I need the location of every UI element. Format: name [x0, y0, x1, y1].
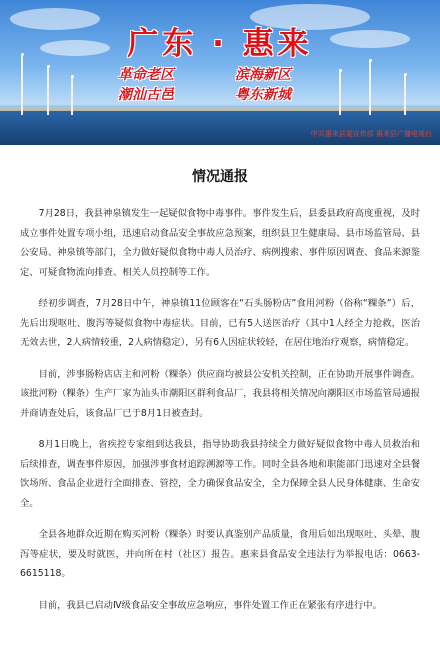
page-title: 情况通报: [192, 169, 248, 185]
banner-slogan: 滨海新区: [235, 67, 291, 83]
wind-turbine-icon: [62, 75, 82, 115]
wind-turbine-icon: [330, 69, 350, 115]
sea-background: [0, 111, 440, 145]
paragraph: 目前，涉事肠粉店店主和河粉（粿条）供应商均被县公安机关控制，正在协助开展事件调查。该批河粉（粿条）生产厂家为汕头市潮阳区群利食品厂，我县将相关情况向潮阳区市场监管局通报并商请查处后，该食品厂已于8月1日被查封。: [20, 368, 420, 419]
banner-title: 广东 · 惠来: [127, 26, 313, 62]
banner-slogan: 潮汕古邑: [118, 87, 174, 103]
paragraph: 经初步调查，7月28日中午，神泉镇11位顾客在“石头肠粉店”食用河粉（俗称“粿条”）后，先后出现呕吐、腹泻等疑似食物中毒症状。目前，已有5人送医治疗（其中1人经全力抢救，医治无效去世，2人病情较重，2人病情稳定），另有6人因症状较轻，在居住地治疗观察，病情稳定。: [20, 298, 420, 348]
banner-credit: 中共惠来县委宣传部 惠来县广播电视台: [310, 130, 432, 138]
notice-content: [0, 166, 440, 615]
banner-slogan: 粤东新城: [235, 87, 291, 103]
paragraph: 7月28日，我县神泉镇发生一起疑似食物中毒事件。事件发生后，县委县政府高度重视，及时成立事件处置专项小组，迅速启动食品安全事故应急预案，组织县卫生健康局、县市场监管局、县公安局、神泉镇等部门，全力做好疑似食物中毒人员治疗、病例搜索、事件原因调查、食品来源鉴定、可疑食物流向排查、相关人员控制等工作。: [20, 208, 420, 278]
wind-turbine-icon: [38, 65, 58, 115]
header-banner: [0, 0, 440, 145]
banner-slogan: 革命老区: [118, 67, 174, 83]
paragraph: 全县各地群众近期在购买河粉（粿条）时要认真鉴别产品质量，食用后如出现呕吐、头晕、腹泻等症状，要及时就医，并向所在村（社区）报告。惠来县食品安全违法行为举报电话：0663-6615118。: [20, 529, 420, 579]
paragraph: 8月1日晚上，省疾控专家组到达我县，指导协助我县持续全力做好疑似食物中毒人员救治和后续排查，调查事件原因，加强涉事食材追踪溯源等工作。同时全县各地和职能部门迅速对全县餐饮场所、食品企业进行全面排查、管控，全力确保食品安全，全力保障全县人民身体健康、生命安全。: [20, 439, 420, 509]
wind-turbine-icon: [395, 73, 415, 115]
wind-turbine-icon: [360, 59, 380, 115]
paragraph: 目前，我县已启动Ⅳ级食品安全事故应急响应，事件处置工作正在紧张有序进行中。: [38, 599, 382, 611]
